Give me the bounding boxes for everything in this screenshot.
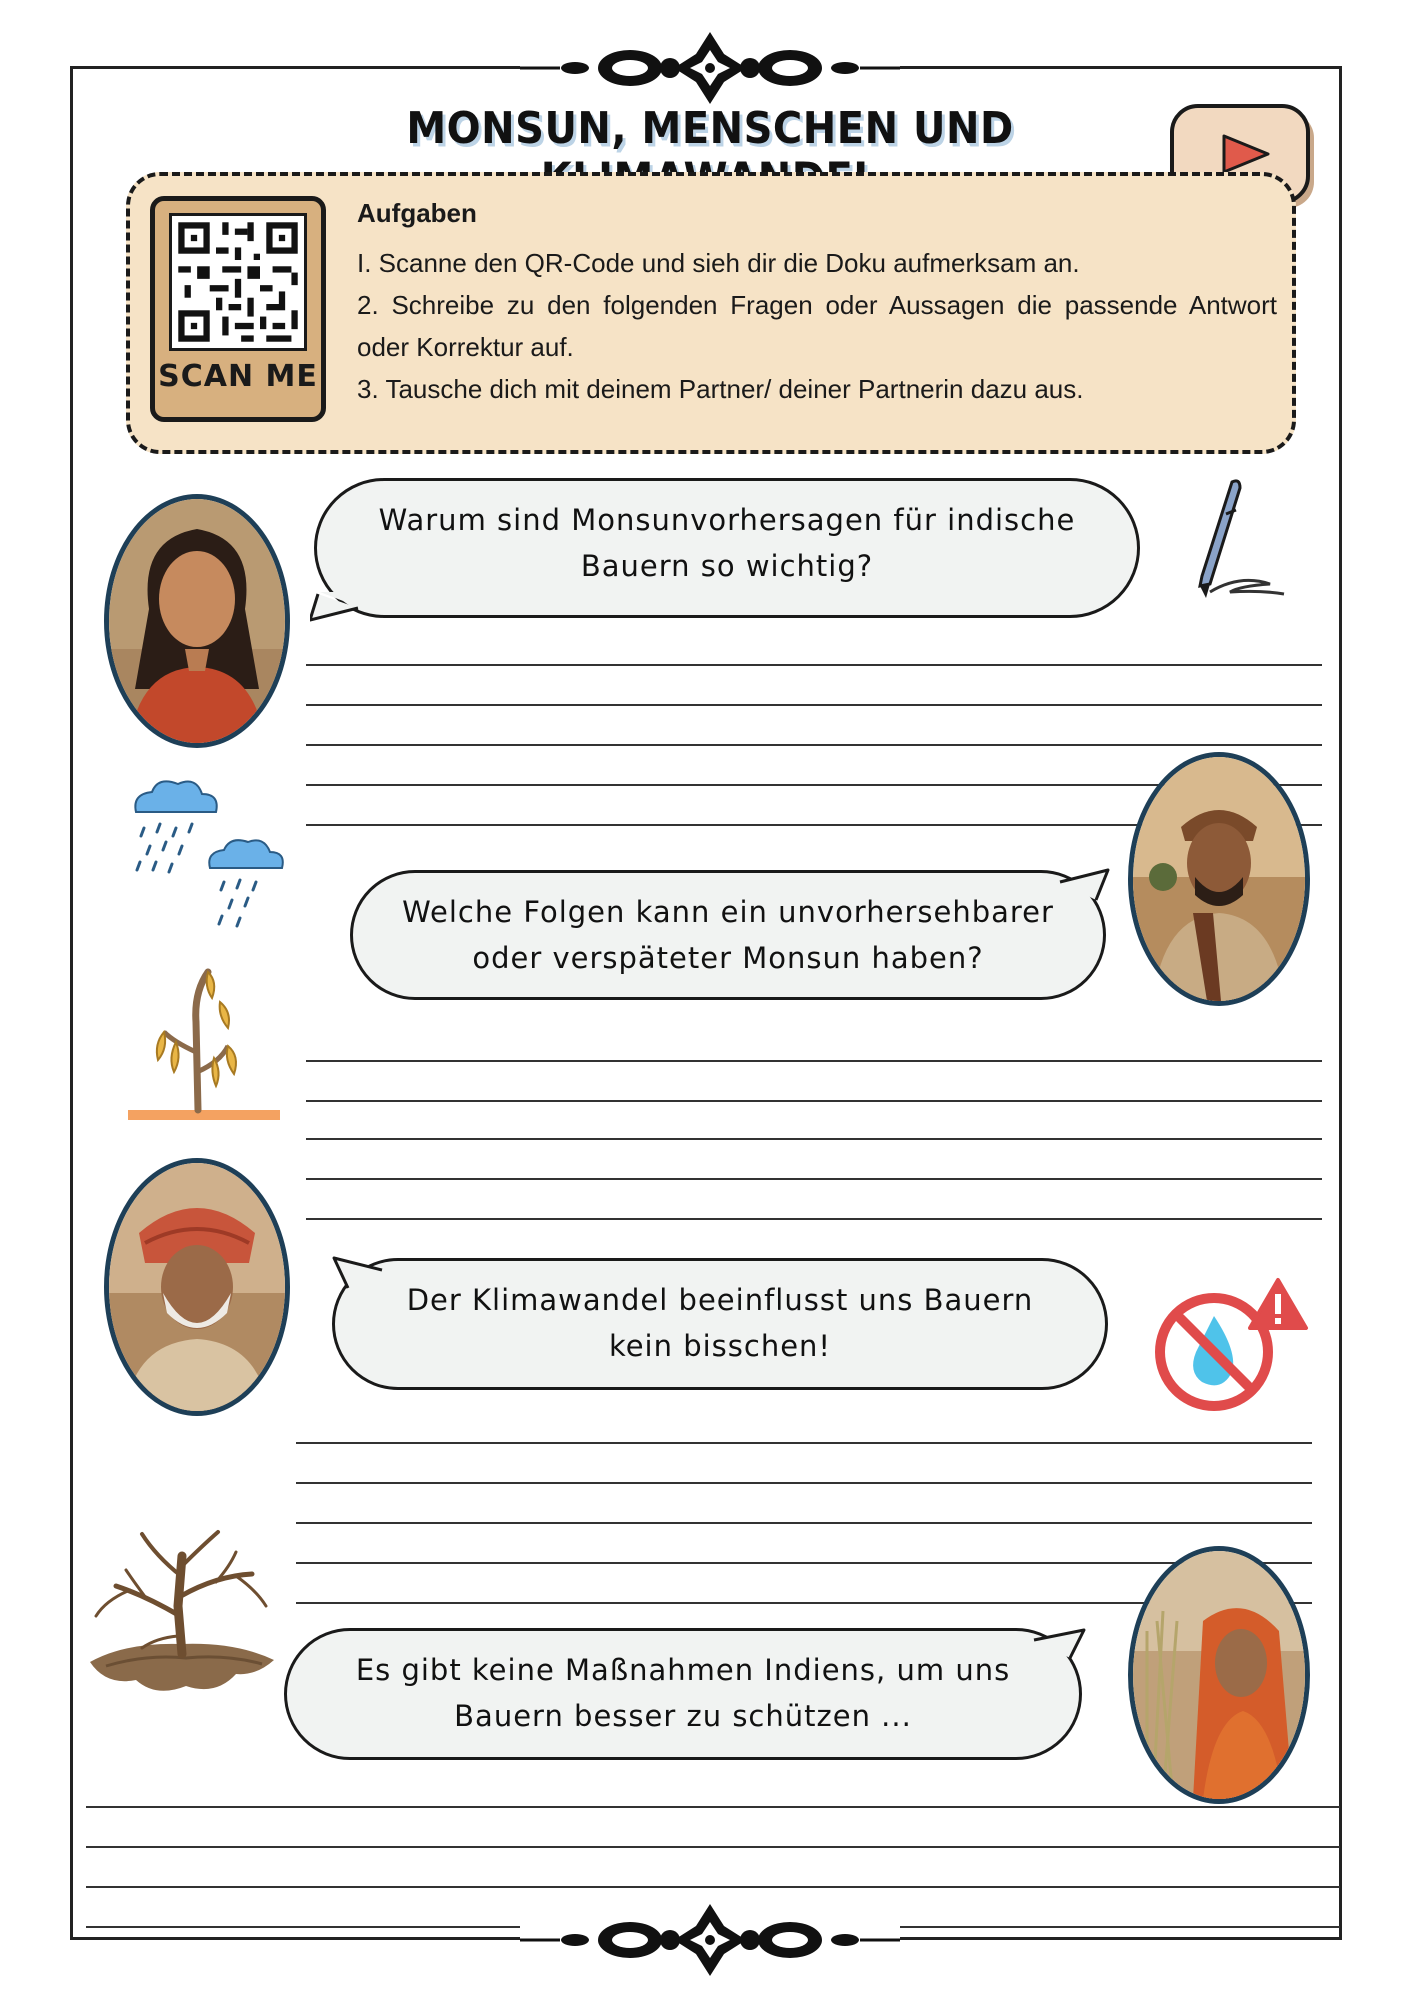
bubble-tail (1030, 1624, 1090, 1664)
answer-line[interactable] (306, 1060, 1322, 1062)
portrait-woman-orange-scarf (1128, 1546, 1310, 1804)
qr-code-icon[interactable] (169, 213, 307, 351)
answer-line[interactable] (306, 1178, 1322, 1180)
portrait-young-woman (104, 494, 290, 748)
answer-line[interactable] (86, 1846, 1340, 1848)
answer-line[interactable] (306, 1218, 1322, 1220)
tasks-section (357, 192, 1277, 410)
answer-line[interactable] (306, 704, 1322, 706)
question-2-text: Welche Folgen kann ein unvorhersehbarer oder verspäteter Monsun haben? (402, 895, 1054, 975)
answer-line[interactable] (306, 664, 1322, 666)
ornament-icon (520, 1900, 900, 1980)
task-item: 3. Tausche dich mit deinem Partner/ deiner Partnerin dazu aus. (357, 374, 1084, 404)
speech-bubble-1 (314, 478, 1140, 618)
answer-line[interactable] (306, 1100, 1322, 1102)
bubble-tail (328, 1254, 388, 1294)
portrait-man-scarf (1128, 752, 1310, 1006)
bubble-tail (310, 586, 370, 626)
portrait-old-man-turban (104, 1158, 290, 1416)
question-4-text: Es gibt keine Maßnahmen Indiens, um uns Bauern besser zu schützen ... (355, 1653, 1011, 1733)
speech-bubble-2 (350, 870, 1106, 1000)
answer-line[interactable] (296, 1442, 1312, 1444)
answer-line[interactable] (296, 1522, 1312, 1524)
question-1-text: Warum sind Monsunvorhersagen für indische Bauern so wichtig? (378, 503, 1076, 583)
answer-line[interactable] (86, 1806, 1340, 1808)
page-title: MONSUN, MENSCHEN UND (406, 103, 1014, 154)
speech-bubble-4 (284, 1628, 1082, 1760)
pen-icon (1180, 474, 1290, 602)
answer-line[interactable] (306, 1138, 1322, 1140)
no-water-icon (1150, 1276, 1310, 1416)
dead-tree-icon (86, 1526, 278, 1706)
task-item: 2. Schreibe zu den folgenden Fragen oder Aussagen die passende Antwort oder Korrektur auf. (357, 290, 1277, 362)
question-3-text: Der Klimawandel beeinflusst uns Bauern kein bisschen! (406, 1283, 1034, 1363)
speech-bubble-3 (332, 1258, 1108, 1390)
task-item: I. Scanne den QR-Code und sieh dir die Doku aufmerksam an. (357, 248, 1080, 278)
tasks-heading: Aufgaben (357, 198, 477, 228)
qr-code-card[interactable] (150, 196, 326, 422)
rain-cloud-icon (124, 772, 300, 940)
scan-me-label: SCAN ME (158, 359, 318, 394)
answer-line[interactable] (86, 1886, 1340, 1888)
ornament-icon (520, 28, 900, 108)
answer-line[interactable] (296, 1482, 1312, 1484)
answer-line[interactable] (306, 744, 1322, 746)
bubble-tail (1056, 866, 1116, 906)
answer-line[interactable] (296, 1562, 1312, 1564)
withered-plant-icon (124, 962, 284, 1126)
